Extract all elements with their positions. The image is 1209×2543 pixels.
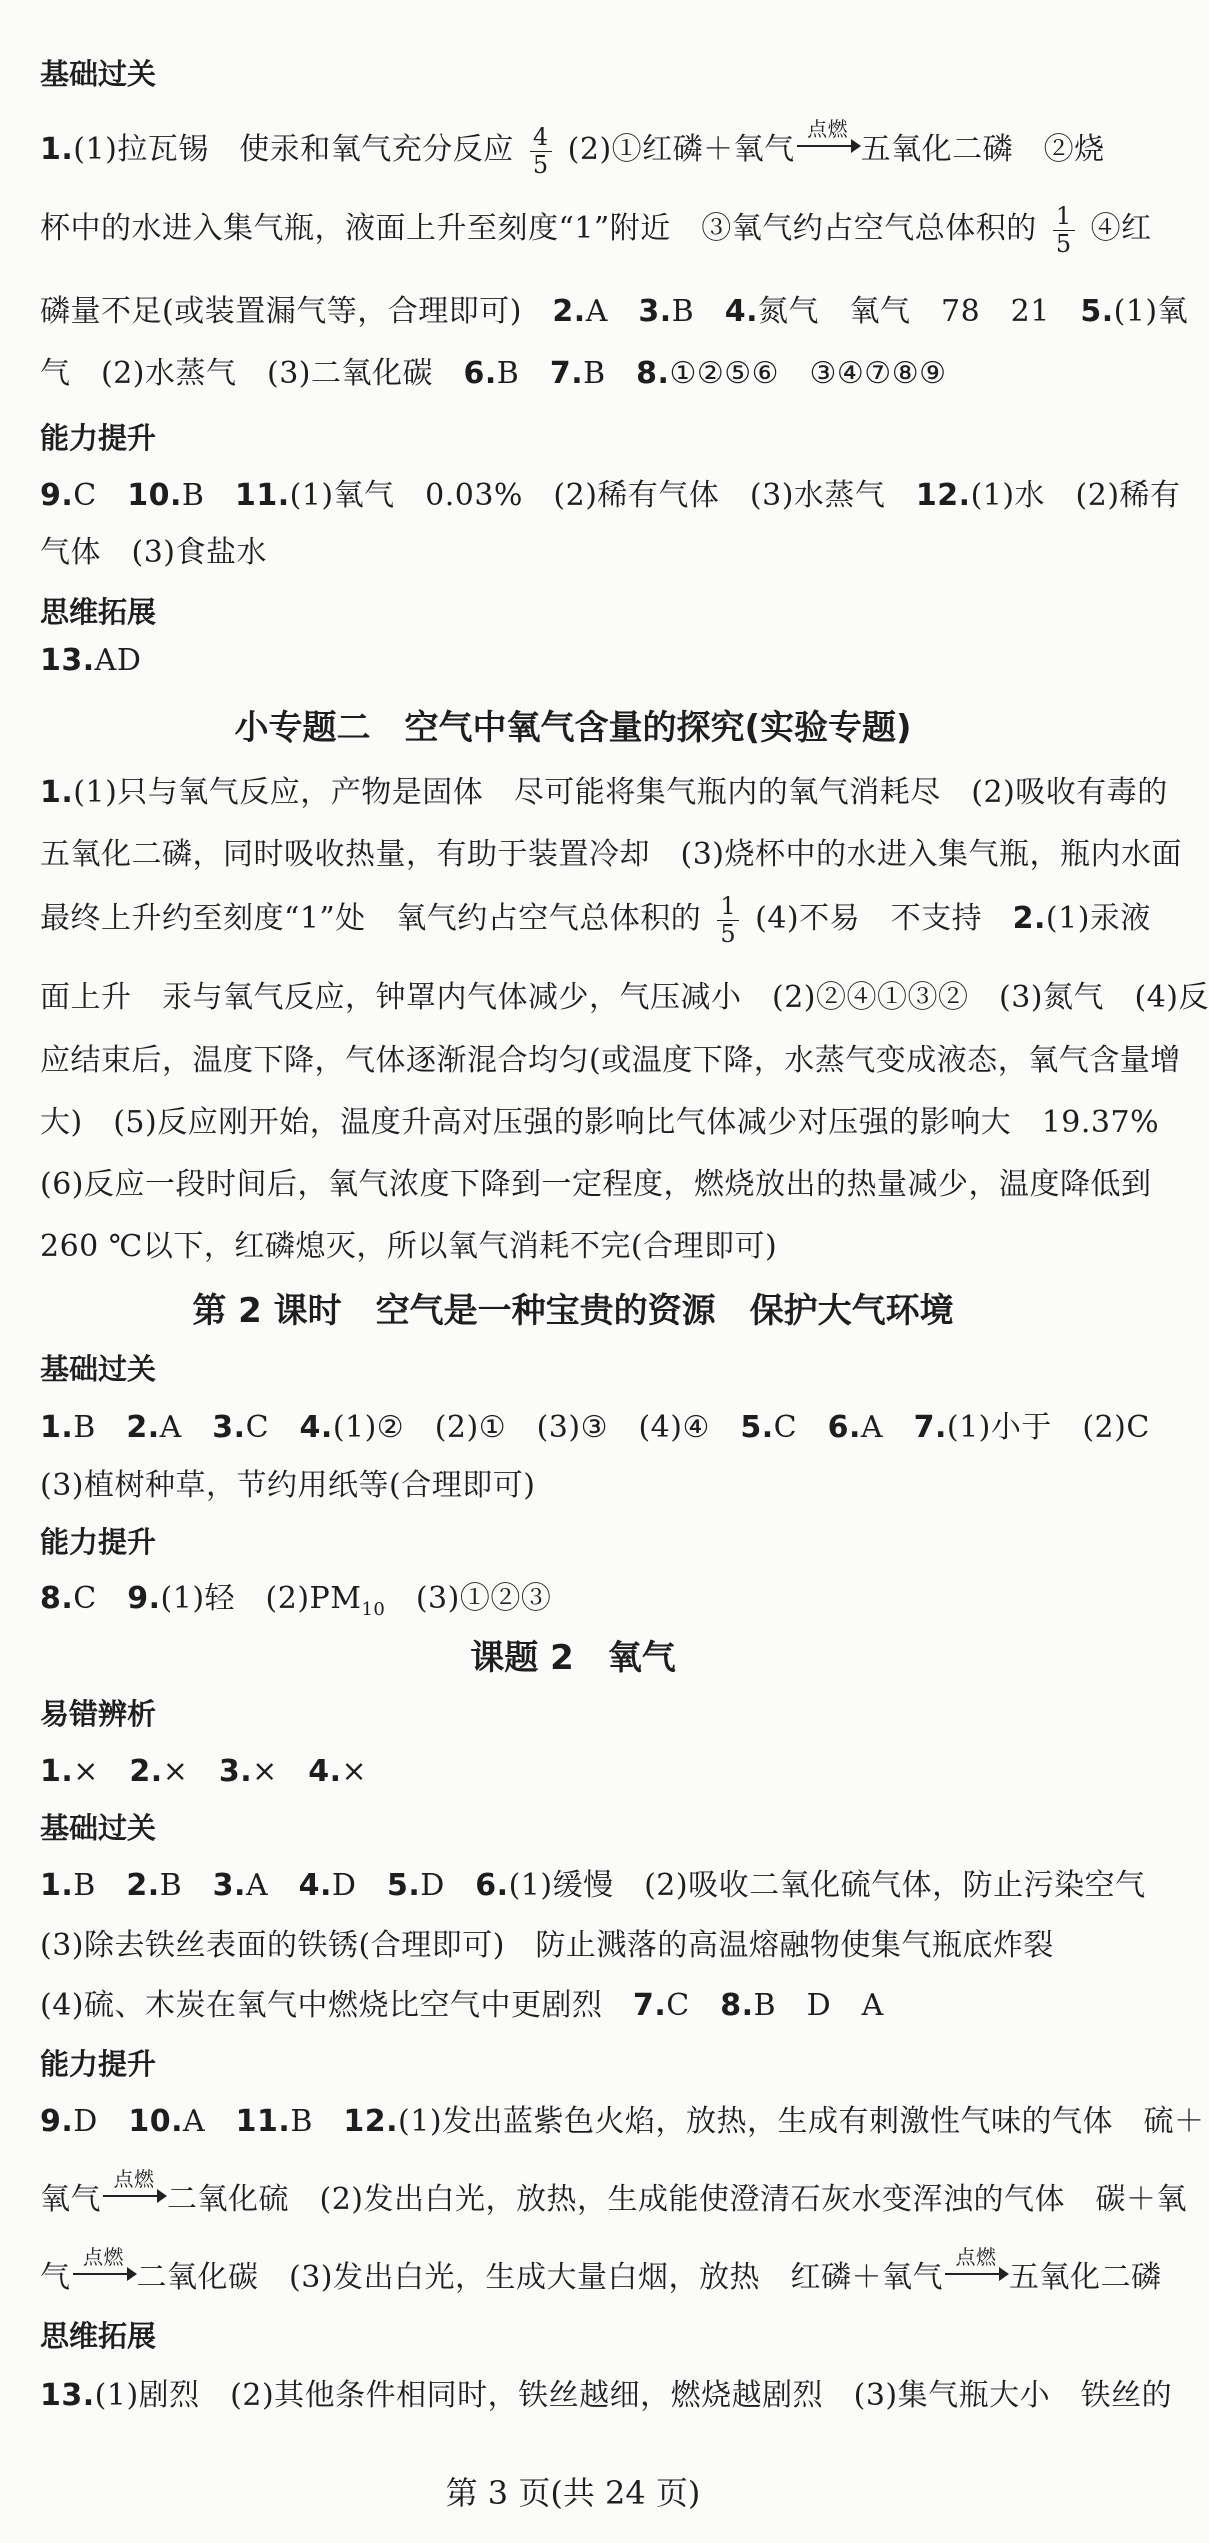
- subscript: 10: [361, 1599, 386, 1620]
- answer-text: (1)水 (2)稀有: [970, 478, 1181, 513]
- answer-line: 气体 (3)食盐水: [40, 535, 267, 570]
- answer-text: C: [773, 1410, 828, 1445]
- q-number: 1.: [40, 132, 74, 167]
- answer-line: [40, 1980, 1110, 2024]
- q-number: 5.: [386, 1868, 421, 1903]
- q-number: 4.: [724, 294, 758, 329]
- answer-text: (1)剧烈 (2)其他条件相同时，铁丝越细，燃烧越剧烈 (3)集气瓶大小 铁丝的: [94, 2378, 1173, 2413]
- answer-text: 氧气: [40, 2182, 101, 2217]
- answer-text: C: [73, 1581, 128, 1616]
- answer-text: 气 (2)水蒸气 (3)二氧化碳: [40, 356, 464, 391]
- answer-line: (3)植树种草，节约用纸等(合理即可): [40, 1468, 536, 1503]
- q-number: 7.: [913, 1410, 947, 1445]
- q-number: 5.: [740, 1410, 774, 1445]
- q-number: 10.: [128, 2104, 183, 2139]
- answer-text: A: [860, 1410, 914, 1445]
- answer-line: 260 ℃以下，红磷熄灭，所以氧气消耗不完(合理即可): [40, 1229, 778, 1264]
- q-number: 8.: [636, 356, 670, 391]
- q-number: 12.: [915, 478, 971, 513]
- section-title: 课题 2 氧气: [470, 1638, 676, 1678]
- answer-text: B: [671, 294, 725, 329]
- reaction-condition: 点燃: [807, 117, 849, 141]
- answer-text: 最终上升约至刻度“1”处 氧气约占空气总体积的: [40, 901, 702, 936]
- answer-text: A: [183, 2104, 236, 2139]
- answer-line: [40, 767, 1168, 811]
- answer-text: (1)只与氧气反应，产物是固体 尽可能将集气瓶内的氧气消耗尽 (2)吸收有毒的: [73, 775, 1168, 810]
- reaction-arrow: [71, 2245, 137, 2287]
- q-number: 2.: [1012, 901, 1046, 936]
- q-number: 6.: [463, 356, 497, 391]
- answer-line: [40, 470, 1181, 514]
- page-footer: 第 3 页(共 24 页): [445, 2474, 701, 2512]
- answer-text: 二氧化碳 (3)发出白光，生成大量白烟，放热 红磷＋氧气: [136, 2260, 943, 2295]
- answer-line: [40, 117, 1110, 179]
- answer-text: B: [159, 1868, 213, 1903]
- heading-basic: 基础过关: [40, 57, 157, 91]
- answer-line: 面上升 汞与氧气反应，钟罩内气体减少，气压减小 (2)②④①③② (3)氮气 (4)反: [40, 980, 1209, 1015]
- reaction-condition: 点燃: [83, 2245, 124, 2269]
- q-number: 7.: [549, 356, 584, 391]
- q-number: 2.: [126, 1868, 160, 1903]
- answer-text: C: [666, 1988, 721, 2023]
- answer-line: (3)除去铁丝表面的铁锈(合理即可) 防止溅落的高温熔融物使集气瓶底炸裂: [40, 1928, 1054, 1963]
- reaction-condition: 点燃: [113, 2167, 155, 2191]
- section-title: 第 2 课时 空气是一种宝贵的资源 保护大气环境: [192, 1291, 954, 1331]
- answer-line: [40, 286, 1189, 330]
- q-number: 12.: [343, 2104, 399, 2139]
- numerator: 1: [717, 893, 739, 920]
- numerator: 4: [530, 124, 552, 151]
- q-number: 9.: [40, 478, 74, 513]
- answer-text: B: [496, 356, 550, 391]
- answer-line: [40, 2245, 1162, 2296]
- q-number: 2.: [129, 1754, 163, 1789]
- answer-line: (6)反应一段时间后，氧气浓度下降到一定程度，燃烧放出的热量减少，温度降低到: [40, 1167, 1152, 1202]
- q-number: 11.: [234, 478, 290, 513]
- reaction-arrow: [795, 117, 861, 159]
- answer-text: D: [331, 1868, 387, 1903]
- answer-text: 氮气 氧气 78 21: [757, 294, 1081, 329]
- heading-extension: 思维拓展: [40, 2319, 157, 2353]
- answer-text: (1)② (2)① (3)③ (4)④: [332, 1410, 741, 1445]
- answer-text: A: [245, 1868, 299, 1903]
- q-number: 4.: [298, 1868, 332, 1903]
- q-number: 3.: [638, 294, 672, 329]
- q-number: 11.: [235, 2104, 291, 2139]
- answer-text: ×: [252, 1754, 309, 1789]
- q-number: 7.: [633, 1988, 667, 2023]
- answer-line: 大) (5)反应刚开始，温度升高对压强的影响比气体减少对压强的影响大 19.37%: [40, 1105, 1160, 1140]
- answer-text: 五氧化二磷: [1009, 2260, 1162, 2295]
- q-number: 6.: [475, 1868, 509, 1903]
- reaction-arrow: [101, 2167, 167, 2209]
- answer-text: A: [585, 294, 639, 329]
- q-number: 3.: [212, 1410, 246, 1445]
- answer-text: B: [290, 2104, 344, 2139]
- answer-line: [40, 202, 1152, 258]
- q-number: 10.: [127, 478, 182, 513]
- answer-text: (1)轻 (2)PM: [160, 1581, 362, 1616]
- q-number: 1.: [40, 1410, 74, 1445]
- answer-text: C: [73, 478, 128, 513]
- answer-line: [40, 348, 1110, 392]
- answer-text: (1)汞液: [1045, 901, 1151, 936]
- answer-line: [40, 2096, 1205, 2140]
- q-number: 9.: [127, 1581, 161, 1616]
- q-number: 1.: [40, 1754, 74, 1789]
- q-number: 4.: [308, 1754, 342, 1789]
- answer-text: (1)发出蓝紫色火焰，放热，生成有刺激性气味的气体 硫＋: [398, 2104, 1205, 2139]
- answer-line: [40, 2167, 1187, 2218]
- q-number: 2.: [126, 1410, 160, 1445]
- answer-text: 磷量不足(或装置漏气等，合理即可): [40, 294, 553, 329]
- answer-text: ×: [341, 1754, 368, 1789]
- fraction: [1053, 203, 1075, 257]
- q-number: 13.: [40, 643, 95, 678]
- answer-text: C: [245, 1410, 300, 1445]
- q-number: 6.: [827, 1410, 861, 1445]
- answer-line: [40, 1402, 1150, 1446]
- answer-text: B: [583, 356, 637, 391]
- answer-text: (1)氧气 0.03% (2)稀有气体 (3)水蒸气: [289, 478, 916, 513]
- answer-text: ×: [162, 1754, 219, 1789]
- answer-text: (1)缓慢 (2)吸收二氧化硫气体，防止污染空气: [508, 1868, 1146, 1903]
- heading-extension: 思维拓展: [40, 595, 157, 629]
- q-number: 3.: [212, 1868, 246, 1903]
- q-number: 5.: [1080, 294, 1114, 329]
- fraction: [530, 124, 552, 178]
- heading-basic: 基础过关: [40, 1811, 157, 1845]
- reaction-condition: 点燃: [955, 2245, 997, 2269]
- denominator: 5: [720, 919, 737, 948]
- answer-line: 应结束后，温度下降，气体逐渐混合均匀(或温度下降，水蒸气变成液态，氧气含量增: [40, 1043, 1181, 1078]
- q-number: 1.: [40, 1868, 74, 1903]
- answer-text: 气: [40, 2260, 71, 2295]
- heading-advanced: 能力提升: [40, 421, 157, 455]
- answer-text: (4)硫、木炭在氧气中燃烧比空气中更剧烈: [40, 1988, 633, 2023]
- answer-line: [40, 892, 1151, 948]
- q-number: 3.: [218, 1754, 253, 1789]
- answer-text: (1)氧: [1113, 294, 1189, 329]
- q-number: 1.: [40, 775, 74, 810]
- q-number: 2.: [552, 294, 586, 329]
- q-number: 13.: [40, 2378, 95, 2413]
- heading-basic: 基础过关: [40, 1352, 157, 1386]
- answer-text: A: [159, 1410, 213, 1445]
- denominator: 5: [532, 150, 549, 179]
- heading-advanced: 能力提升: [40, 1525, 157, 1559]
- answer-text: B: [73, 1410, 127, 1445]
- answer-line: [40, 1746, 1110, 1790]
- answer-line: [40, 1860, 1146, 1904]
- denominator: 5: [1055, 229, 1072, 258]
- answer-text: (1)拉瓦锡 使汞和氧气充分反应: [73, 132, 514, 167]
- heading-advanced: 能力提升: [40, 2047, 157, 2081]
- q-number: 4.: [299, 1410, 333, 1445]
- answer-line: [40, 2370, 1173, 2414]
- answer-text: B D A: [753, 1988, 884, 2023]
- answer-text: (2)①红磷＋氧气: [567, 132, 795, 167]
- answer-text: (1)小于 (2)C: [946, 1410, 1150, 1445]
- answer-text: D: [73, 2104, 129, 2139]
- answer-text: 二氧化硫 (2)发出白光，放热，生成能使澄清石灰水变浑浊的气体 碳＋氧: [167, 2182, 1187, 2217]
- answer-text: AD: [94, 643, 142, 678]
- answer-text: 五氧化二磷 ②烧: [860, 132, 1105, 167]
- answer-text: (3)①②③: [385, 1581, 552, 1616]
- answer-text: ×: [73, 1754, 130, 1789]
- q-number: 8.: [720, 1988, 754, 2023]
- answer-text: B: [181, 478, 235, 513]
- heading-mistakes: 易错辨析: [40, 1697, 157, 1731]
- reaction-arrow: [943, 2245, 1009, 2287]
- answer-line: 五氧化二磷，同时吸收热量，有助于装置冷却 (3)烧杯中的水进入集气瓶，瓶内水面: [40, 837, 1182, 872]
- fraction: [717, 893, 739, 947]
- answer-line: [40, 643, 1110, 678]
- answer-text: B: [73, 1868, 127, 1903]
- q-number: 8.: [40, 1581, 74, 1616]
- answer-line: [40, 1573, 1110, 1620]
- numerator: 1: [1053, 203, 1075, 230]
- answer-text: (4)不易 不支持: [755, 901, 1013, 936]
- answer-text: ①②⑤⑥ ③④⑦⑧⑨: [669, 356, 947, 391]
- q-number: 9.: [40, 2104, 74, 2139]
- answer-text: ④红: [1090, 211, 1152, 246]
- section-title: 小专题二 空气中氧气含量的探究(实验专题): [234, 708, 912, 748]
- answer-text: D: [420, 1868, 476, 1903]
- answer-text: 杯中的水进入集气瓶，液面上升至刻度“1”附近 ③氧气约占空气总体积的: [40, 211, 1037, 246]
